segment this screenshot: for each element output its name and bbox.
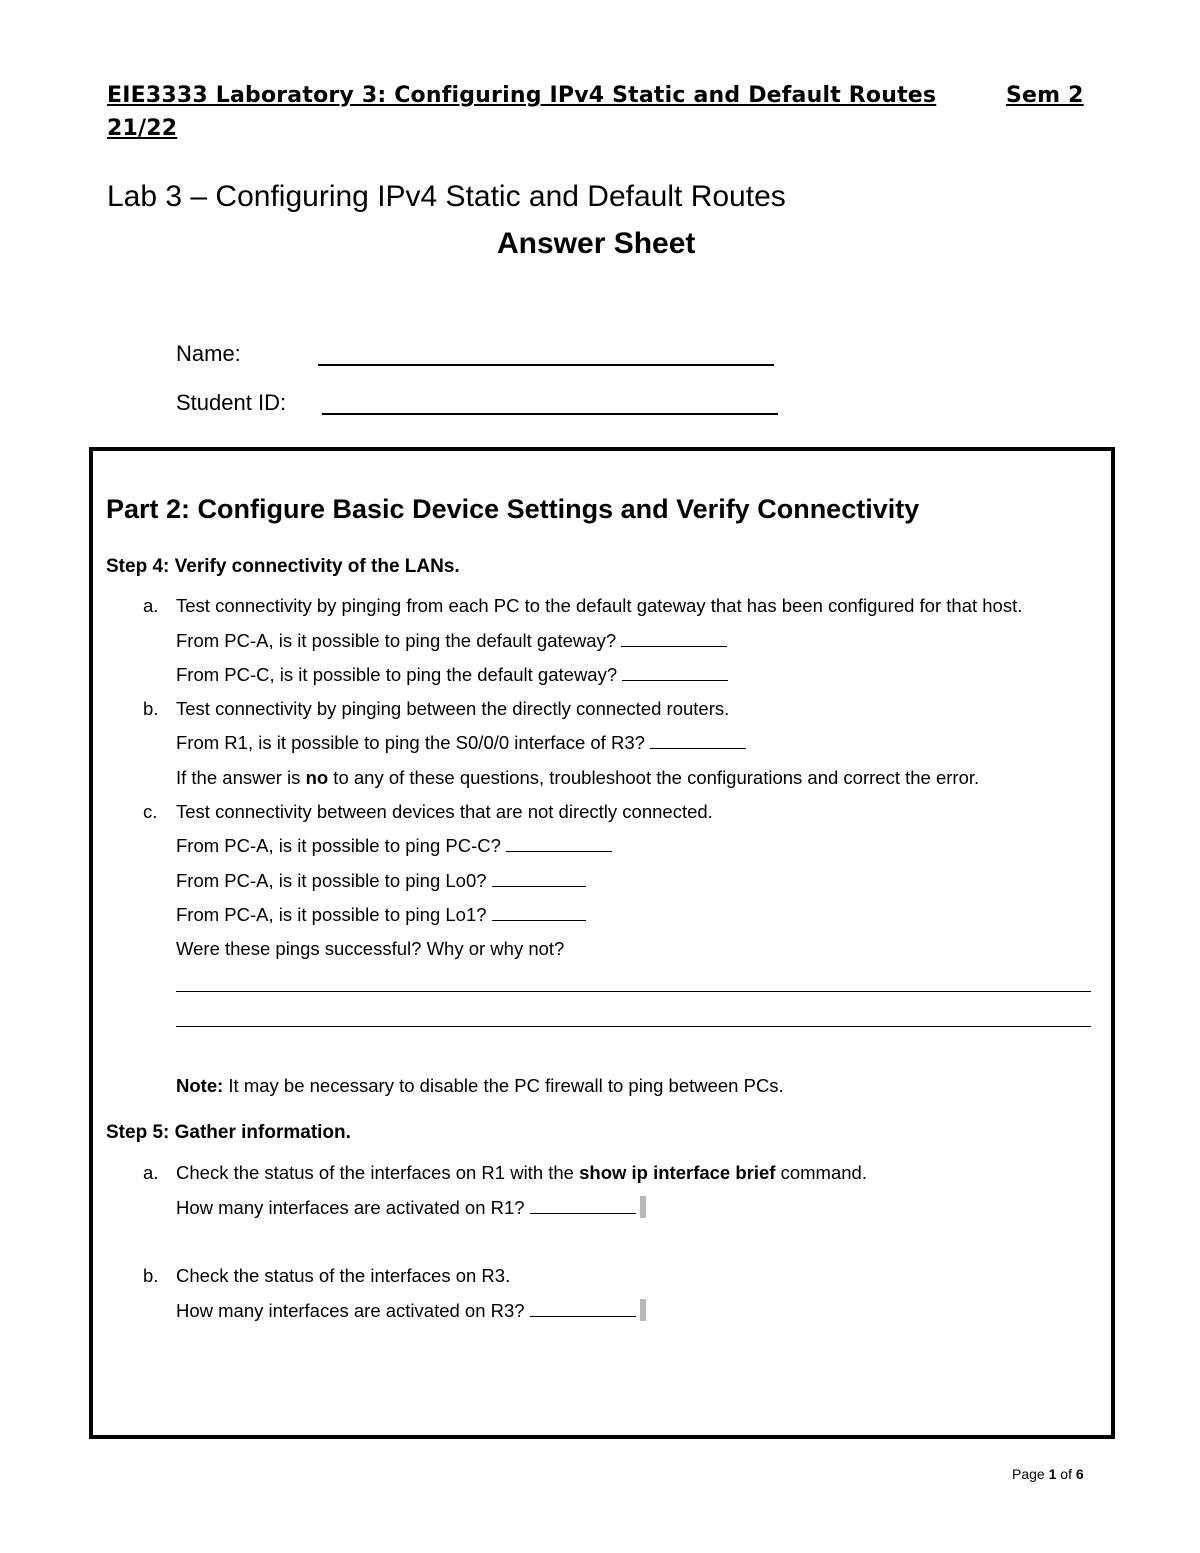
page-number (1012, 1466, 1084, 1482)
step4-c-q1-blank[interactable] (506, 835, 612, 852)
step4-a-q2-text: From PC-C, is it possible to ping the default gateway? (176, 664, 618, 685)
step4-b-q1-blank[interactable] (650, 732, 746, 749)
step4-c-marker: c. (143, 801, 158, 822)
answer-line-2[interactable] (176, 1026, 1091, 1027)
step4-a-q1-text: From PC-A, is it possible to ping the default gateway? (176, 630, 617, 651)
step4-c-q2-blank[interactable] (492, 870, 586, 887)
step4-a-q1-blank[interactable] (621, 630, 727, 647)
step4-c-q3-text: From PC-A, is it possible to ping Lo1? (176, 904, 487, 925)
step5-a-text-bold: show ip interface brief (579, 1162, 776, 1183)
step4-c-q1-text: From PC-A, is it possible to ping PC-C? (176, 835, 501, 856)
of-label: of (1056, 1466, 1076, 1482)
name-label: Name: (176, 341, 241, 366)
step5-b-q1-blank[interactable] (530, 1300, 636, 1317)
page-title: Lab 3 – Configuring IPv4 Static and Default Routes (107, 180, 786, 213)
step4-c-question-3 (176, 904, 586, 926)
step4-b-marker: b. (143, 698, 159, 719)
field-marker-1 (640, 1196, 646, 1218)
step4-c-q3-blank[interactable] (492, 904, 586, 921)
step5-a-text-pre: Check the status of the interfaces on R1 with the (176, 1162, 580, 1183)
step4-a-question-2 (176, 664, 728, 686)
step5-a-marker: a. (143, 1162, 159, 1183)
step4-c-question-2 (176, 870, 586, 892)
step4-b-text: Test connectivity by pinging between the directly connected routers. (176, 698, 730, 719)
step5-a-text-post: command. (775, 1162, 867, 1183)
part2-heading: Part 2: Configure Basic Device Settings and Verify Connectivity (106, 494, 920, 524)
step4-c-question-1 (176, 835, 612, 857)
step4-c-text: Test connectivity between devices that are not directly connected. (176, 801, 713, 822)
step4-note-text: It may be necessary to disable the PC firewall to ping between PCs. (223, 1075, 784, 1096)
step4-b-note-post: to any of these questions, troubleshoot the configurations and correct the error. (328, 767, 980, 788)
step5-heading: Step 5: Gather information. (106, 1122, 351, 1143)
step5-a-text (176, 1162, 867, 1184)
answer-line-1[interactable] (176, 991, 1091, 992)
step5-a-q1-text: How many interfaces are activated on R1? (176, 1197, 525, 1218)
step5-a-question-1 (176, 1196, 646, 1219)
field-marker-2 (640, 1299, 646, 1321)
step5-b-text: Check the status of the interfaces on R3. (176, 1265, 511, 1286)
page-label: Page (1012, 1466, 1049, 1482)
step5-b-question-1 (176, 1299, 646, 1322)
student-id-blank[interactable] (322, 413, 778, 415)
step4-b-note-bold: no (305, 767, 329, 788)
step4-c-question-4: Were these pings successful? Why or why not? (176, 938, 565, 959)
step4-b-note (176, 767, 979, 789)
step4-a-text: Test connectivity by pinging from each PC to the default gateway that has been configured for that host. (176, 595, 1023, 616)
page-total: 6 (1075, 1466, 1084, 1482)
step5-a-q1-blank[interactable] (530, 1197, 636, 1214)
step4-heading: Step 4: Verify connectivity of the LANs. (106, 556, 460, 577)
step4-note-label: Note: (176, 1075, 224, 1096)
name-blank[interactable] (318, 364, 774, 366)
document-header-title: EIE3333 Laboratory 3: Configuring IPv4 Static and Default Routes (107, 83, 937, 108)
step4-c-q2-text: From PC-A, is it possible to ping Lo0? (176, 870, 487, 891)
document-header-year: 21/22 (107, 116, 178, 141)
step4-b-q1-text: From R1, is it possible to ping the S0/0/0 interface of R3? (176, 732, 645, 753)
step4-a-question-1 (176, 630, 727, 652)
student-id-label: Student ID: (176, 390, 287, 415)
step4-note (176, 1075, 784, 1097)
step5-b-marker: b. (143, 1265, 159, 1286)
step4-a-q2-blank[interactable] (622, 664, 728, 681)
step4-b-question-1 (176, 732, 746, 754)
step4-b-note-pre: If the answer is (176, 767, 306, 788)
page-subtitle: Answer Sheet (497, 227, 696, 260)
document-header-semester: Sem 2 (1006, 83, 1084, 108)
step5-b-q1-text: How many interfaces are activated on R3? (176, 1300, 525, 1321)
page-num: 1 (1048, 1466, 1057, 1482)
step4-a-marker: a. (143, 595, 159, 616)
